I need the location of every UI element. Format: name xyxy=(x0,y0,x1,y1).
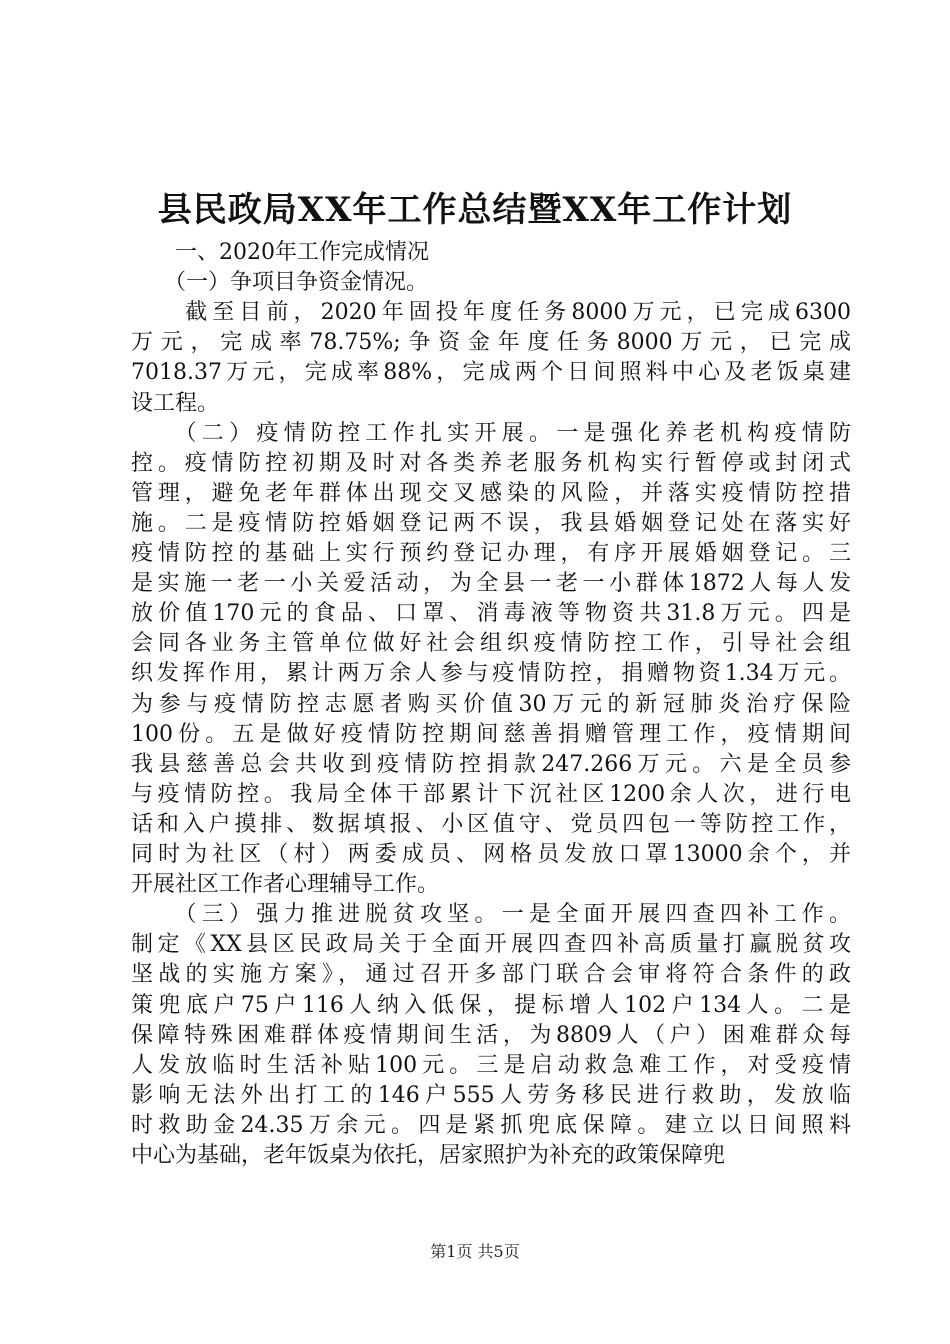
body-line: 策兜底户75户116人纳入低保，提标增人102户134人。二是 xyxy=(131,992,851,1018)
body-line: （三）强力推进脱贫攻坚。一是全面开展四查四补工作。 xyxy=(131,902,851,928)
page-footer: 第1页 共5页 xyxy=(430,1242,520,1261)
body-line: 影响无法外出打工的146户555人劳务移民进行救助，发放临 xyxy=(131,1082,851,1108)
body-line: 人发放临时生活补贴100元。三是启动救急难工作，对受疫情 xyxy=(131,1052,851,1078)
body-line: 设工程。 xyxy=(131,390,220,416)
body-line: 话和入户摸排、数据填报、小区值守、党员四包一等防控工作， xyxy=(131,811,851,837)
body-line: 是实施一老一小关爱活动，为全县一老一小群体1872人每人发 xyxy=(131,571,851,597)
document-title: 县民政局XX年工作总结暨XX年工作计划 xyxy=(157,190,793,230)
body-line: （二）疫情防控工作扎实开展。一是强化养老机构疫情防 xyxy=(131,420,851,446)
body-line: 中心为基础，老年饭桌为依托，居家照护为补充的政策保障兜 xyxy=(131,1143,726,1168)
body-line: 同时为社区（村）两委成员、网格员发放口罩13000余个，并 xyxy=(131,842,851,867)
body-line: 时救助金24.35万余元。四是紧抓兜底保障。建立以日间照料 xyxy=(131,1112,851,1138)
body-line: 保障特殊困难群体疫情期间生活，为8809人（户）困难群众每 xyxy=(131,1022,851,1048)
body-line: 为参与疫情防控志愿者购买价值30万元的新冠肺炎治疗保险 xyxy=(131,691,851,717)
body-line: 7018.37万元，完成率88%，完成两个日间照料中心及老饭桌建 xyxy=(131,360,851,386)
body-line: 织发挥作用，累计两万余人参与疫情防控，捐赠物资1.34万元。 xyxy=(131,661,851,687)
body-line: 会同各业务主管单位做好社会组织疫情防控工作，引导社会组 xyxy=(131,631,851,657)
body-line: 制定《XX县区民政局关于全面开展四查四补高质量打赢脱贫攻 xyxy=(131,932,851,958)
body-line: 我县慈善总会共收到疫情防控捐款247.266万元。六是全员参 xyxy=(131,751,851,777)
body-line: 疫情防控的基础上实行预约登记办理，有序开展婚姻登记。三 xyxy=(131,541,851,566)
body-line: 一、2020年工作完成情况 xyxy=(131,240,429,265)
body-line: 截至目前，2020年固投年度任务8000万元，已完成6300 xyxy=(131,300,851,326)
body-line: 施。二是疫情防控婚姻登记两不误，我县婚姻登记处在落实好 xyxy=(131,510,851,536)
body-line: 管理，避免老年群体出现交叉感染的风险，并落实疫情防控措 xyxy=(131,480,851,506)
body-line: 100份。五是做好疫情防控期间慈善捐赠管理工作，疫情期间 xyxy=(131,721,851,747)
body-line: 坚战的实施方案》，通过召开多部门联合会审将符合条件的政 xyxy=(131,962,851,988)
body-line: 放价值170元的食品、口罩、消毒液等物资共31.8万元。四是 xyxy=(131,601,851,627)
body-line: 开展社区工作者心理辅导工作。 xyxy=(131,872,440,898)
body-line: 与疫情防控。我局全体干部累计下沉社区1200余人次，进行电 xyxy=(131,781,851,807)
body-line: （一）争项目争资金情况。 xyxy=(131,270,429,296)
body-line: 控。疫情防控初期及时对各类养老服务机构实行暂停或封闭式 xyxy=(131,450,851,476)
body-line: 万元，完成率78.75%;争资金年度任务8000万元，已完成 xyxy=(131,330,851,356)
